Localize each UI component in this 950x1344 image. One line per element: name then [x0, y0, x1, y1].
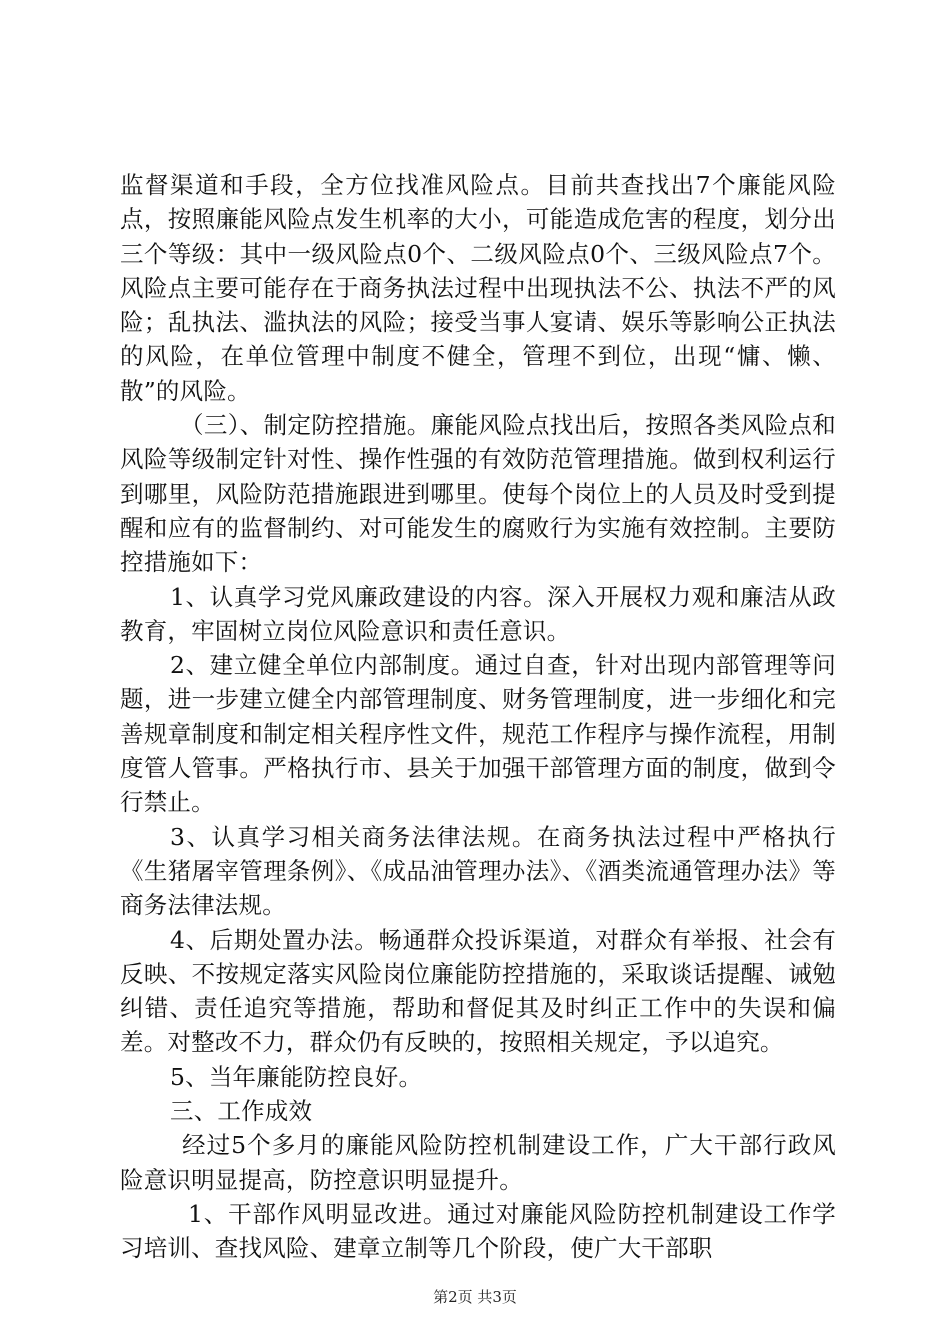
- paragraph-measure-5: 5、当年廉能防控良好。: [170, 1062, 423, 1091]
- paragraph-risk-points: 监督渠道和手段，全方位找准风险点。目前共查找出7个廉能风险点，按照廉能风险点发生机率的大小，可能造成危害的程度，划分出三个等级：其中一级风险点0个、二级风险点0个、三级风险点7个。风险点主要可能存在于商务执法过程中出现执法不公、执法不严的风险；乱执法、滥执法的风险；接受当事人宴请、娱乐等影响公正执法的风险，在单位管理中制度不健全，管理不到位，出现“慵、懒、散”的风险。: [120, 171, 836, 405]
- paragraph-measure-1: 1、认真学习党风廉政建设的内容。深入开展权力观和廉洁从政教育，牢固树立岗位风险意识和责任意识。: [120, 582, 836, 645]
- page-number-footer: 第2页 共3页: [433, 1288, 517, 1306]
- paragraph-measure-4: 4、后期处置办法。畅通群众投诉渠道，对群众有举报、社会有反映、不按规定落实风险岗位廉能防控措施的，采取谈话提醒、诫勉纠错、责任追究等措施，帮助和督促其及时纠正工作中的失误和偏差。对整改不力，群众仍有反映的，按照相关规定，予以追究。: [120, 925, 836, 1057]
- paragraph-results-intro: 经过5个多月的廉能风险防控机制建设工作，广大干部行政风险意识明显提高，防控意识明显提升。: [120, 1131, 836, 1194]
- document-body: [120, 168, 836, 1266]
- paragraph-result-1: 1、干部作风明显改进。通过对廉能风险防控机制建设工作学习培训、查找风险、建章立制等几个阶段，使广大干部职: [120, 1199, 836, 1263]
- paragraph-measure-3: 3、认真学习相关商务法律法规。在商务执法过程中严格执行《生猪屠宰管理条例》、《成品油管理办法》、《酒类流通管理办法》等商务法律法规。: [120, 822, 836, 920]
- section-heading-results: 三、工作成效: [170, 1097, 313, 1126]
- paragraph-control-measures: （三）、制定防控措施。廉能风险点找出后，按照各类风险点和风险等级制定针对性、操作性强的有效防范管理措施。做到权利运行到哪里，风险防范措施跟进到哪里。使每个岗位上的人员及时受到提醒和应有的监督制约、对可能发生的腐败行为实施有效控制。主要防控措施如下：: [120, 411, 836, 577]
- paragraph-measure-2: 2、建立健全单位内部制度。通过自查，针对出现内部管理等问题，进一步建立健全内部管理制度、财务管理制度，进一步细化和完善规章制度和制定相关程序性文件，规范工作程序与操作流程，用制度管人管事。严格执行市、县关于加强干部管理方面的制度，做到令行禁止。: [120, 651, 836, 817]
